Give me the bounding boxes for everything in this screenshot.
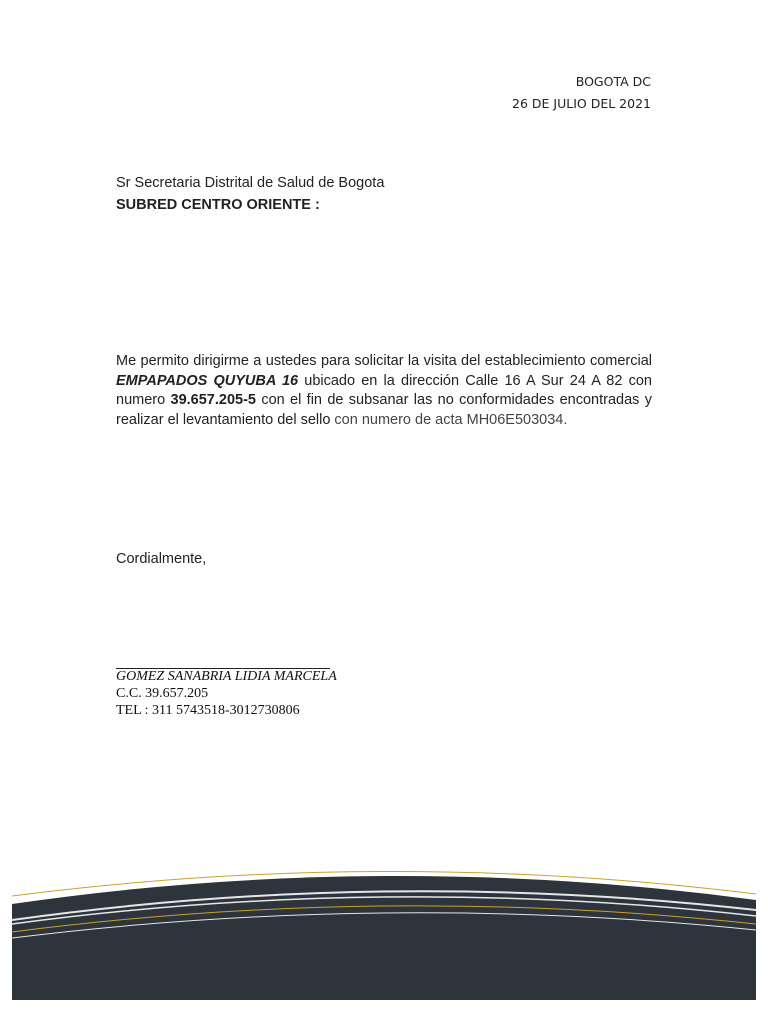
closing: Cordialmente,	[116, 551, 207, 567]
letter-date: 26 DE JULIO DEL 2021	[512, 96, 651, 111]
signer-name: GOMEZ SANABRIA LIDIA MARCELA	[116, 669, 337, 684]
signer-phone: TEL : 311 5743518-3012730806	[116, 703, 300, 718]
letter-city: BOGOTA DC	[575, 74, 651, 89]
footer-decoration	[0, 860, 768, 1024]
recipient-line: Sr Secretaria Distrital de Salud de Bogota	[116, 175, 385, 191]
nit-number: 39.657.205-5	[170, 392, 256, 408]
letter-body	[116, 352, 652, 430]
body-text-part: ubicado en la dirección Calle 16 A Sur 24 A 82 con numero	[116, 372, 652, 408]
body-text-part: con el fin de subsanar las no conformidades encontradas y realizar el levantamiento del sello	[116, 392, 652, 428]
body-text-part: Me permito dirigirme a ustedes para solicitar la visita del establecimiento comercial	[116, 353, 652, 369]
signer-id: C.C. 39.657.205	[116, 686, 209, 701]
body-text-part: con numero de acta MH06E503034.	[334, 411, 568, 428]
business-name: EMPAPADOS QUYUBA 16	[116, 372, 299, 389]
recipient-organization: SUBRED CENTRO ORIENTE :	[116, 197, 320, 213]
footer-dark-band	[12, 876, 756, 1000]
